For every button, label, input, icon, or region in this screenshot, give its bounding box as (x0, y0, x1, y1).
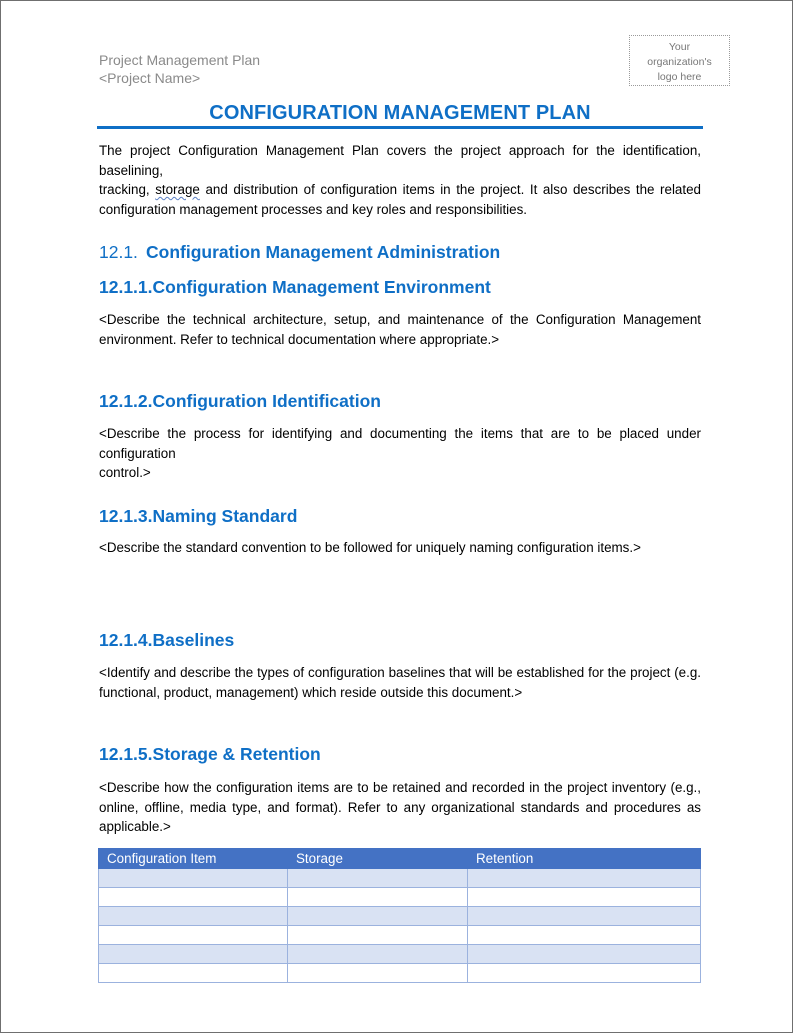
table-cell[interactable] (99, 964, 288, 983)
table-cell[interactable] (468, 907, 701, 926)
table-row (99, 964, 701, 983)
table-cell[interactable] (99, 907, 288, 926)
table-row (99, 907, 701, 926)
table-row (99, 888, 701, 907)
table-row (99, 926, 701, 945)
section-number: 12.1. (99, 242, 138, 262)
paragraph-line: environment. Refer to technical documentation where appropriate.> (99, 331, 500, 347)
table-cell[interactable] (99, 888, 288, 907)
subsection-paragraph (99, 778, 701, 837)
spellcheck-word: storage (155, 182, 200, 197)
subsection-heading: 12.1.1.Configuration Management Environment (99, 277, 491, 297)
paragraph-line: <Describe how the configuration items are to be retained and recorded in the project inventory (e.g., (99, 780, 701, 795)
section-title: Configuration Management Administration (146, 242, 501, 262)
paragraph-line: online, offline, media type, and format). Refer to any organizational standards and procedures as (99, 799, 701, 815)
table-cell[interactable] (288, 945, 468, 964)
table-cell[interactable] (468, 869, 701, 888)
subsection-paragraph (99, 663, 701, 702)
subsection-heading: 12.1.3.Naming Standard (99, 506, 298, 526)
intro-line (99, 180, 701, 200)
paragraph-line: <Describe the standard convention to be followed for uniquely naming configuration items.> (99, 540, 641, 555)
logo-text-line3: logo here (657, 71, 702, 83)
intro-paragraph (99, 141, 701, 219)
subsection-paragraph (99, 310, 701, 349)
table-header-row (99, 849, 701, 869)
storage-retention-table (98, 848, 701, 983)
column-header-configuration-item: Configuration Item (99, 849, 288, 869)
document-title: CONFIGURATION MANAGEMENT PLAN (209, 102, 591, 124)
subsection-heading: 12.1.4.Baselines (99, 630, 235, 650)
table-cell[interactable] (468, 945, 701, 964)
table-cell[interactable] (288, 926, 468, 945)
logo-text-line2: organization's (647, 56, 712, 68)
table-cell[interactable] (288, 907, 468, 926)
logo-placeholder (629, 35, 730, 86)
intro-text: and distribution of configuration items in the project. It also describes the related (205, 182, 701, 197)
column-header-storage: Storage (288, 849, 468, 869)
subsection-heading: 12.1.5.Storage & Retention (99, 744, 321, 764)
paragraph-line: functional, product, management) which reside outside this document.> (99, 684, 523, 700)
paragraph-line: applicable.> (99, 819, 171, 834)
title-underline (97, 126, 703, 129)
intro-line: The project Configuration Management Plan covers the project approach for the identification, baselining, (99, 143, 701, 178)
table-cell[interactable] (99, 869, 288, 888)
table-row (99, 945, 701, 964)
header-project-name: <Project Name> (99, 70, 201, 86)
section-heading (99, 241, 500, 263)
table-cell[interactable] (468, 964, 701, 983)
column-header-retention: Retention (468, 849, 701, 869)
subsection-paragraph (99, 424, 701, 483)
table-cell[interactable] (468, 926, 701, 945)
logo-text-line1: Your (668, 41, 691, 53)
paragraph-line: <Identify and describe the types of configuration baselines that will be established for the project (e.g. (99, 665, 701, 680)
subsection-heading: 12.1.2.Configuration Identification (99, 391, 381, 411)
intro-text: tracking, (99, 182, 150, 197)
paragraph-line: control.> (99, 465, 151, 480)
intro-line: configuration management processes and key roles and responsibilities. (99, 201, 527, 217)
paragraph-line: <Describe the technical architecture, setup, and maintenance of the Configuration Management (99, 312, 701, 327)
paragraph-line: <Describe the process for identifying and documenting the items that are to be placed under configuration (99, 426, 701, 461)
table-cell[interactable] (468, 888, 701, 907)
table-row (99, 869, 701, 888)
subsection-paragraph (99, 538, 701, 558)
table-cell[interactable] (99, 926, 288, 945)
table-cell[interactable] (288, 869, 468, 888)
header-plan-name: Project Management Plan (99, 52, 261, 68)
table-cell[interactable] (288, 964, 468, 983)
table-cell[interactable] (99, 945, 288, 964)
table-cell[interactable] (288, 888, 468, 907)
